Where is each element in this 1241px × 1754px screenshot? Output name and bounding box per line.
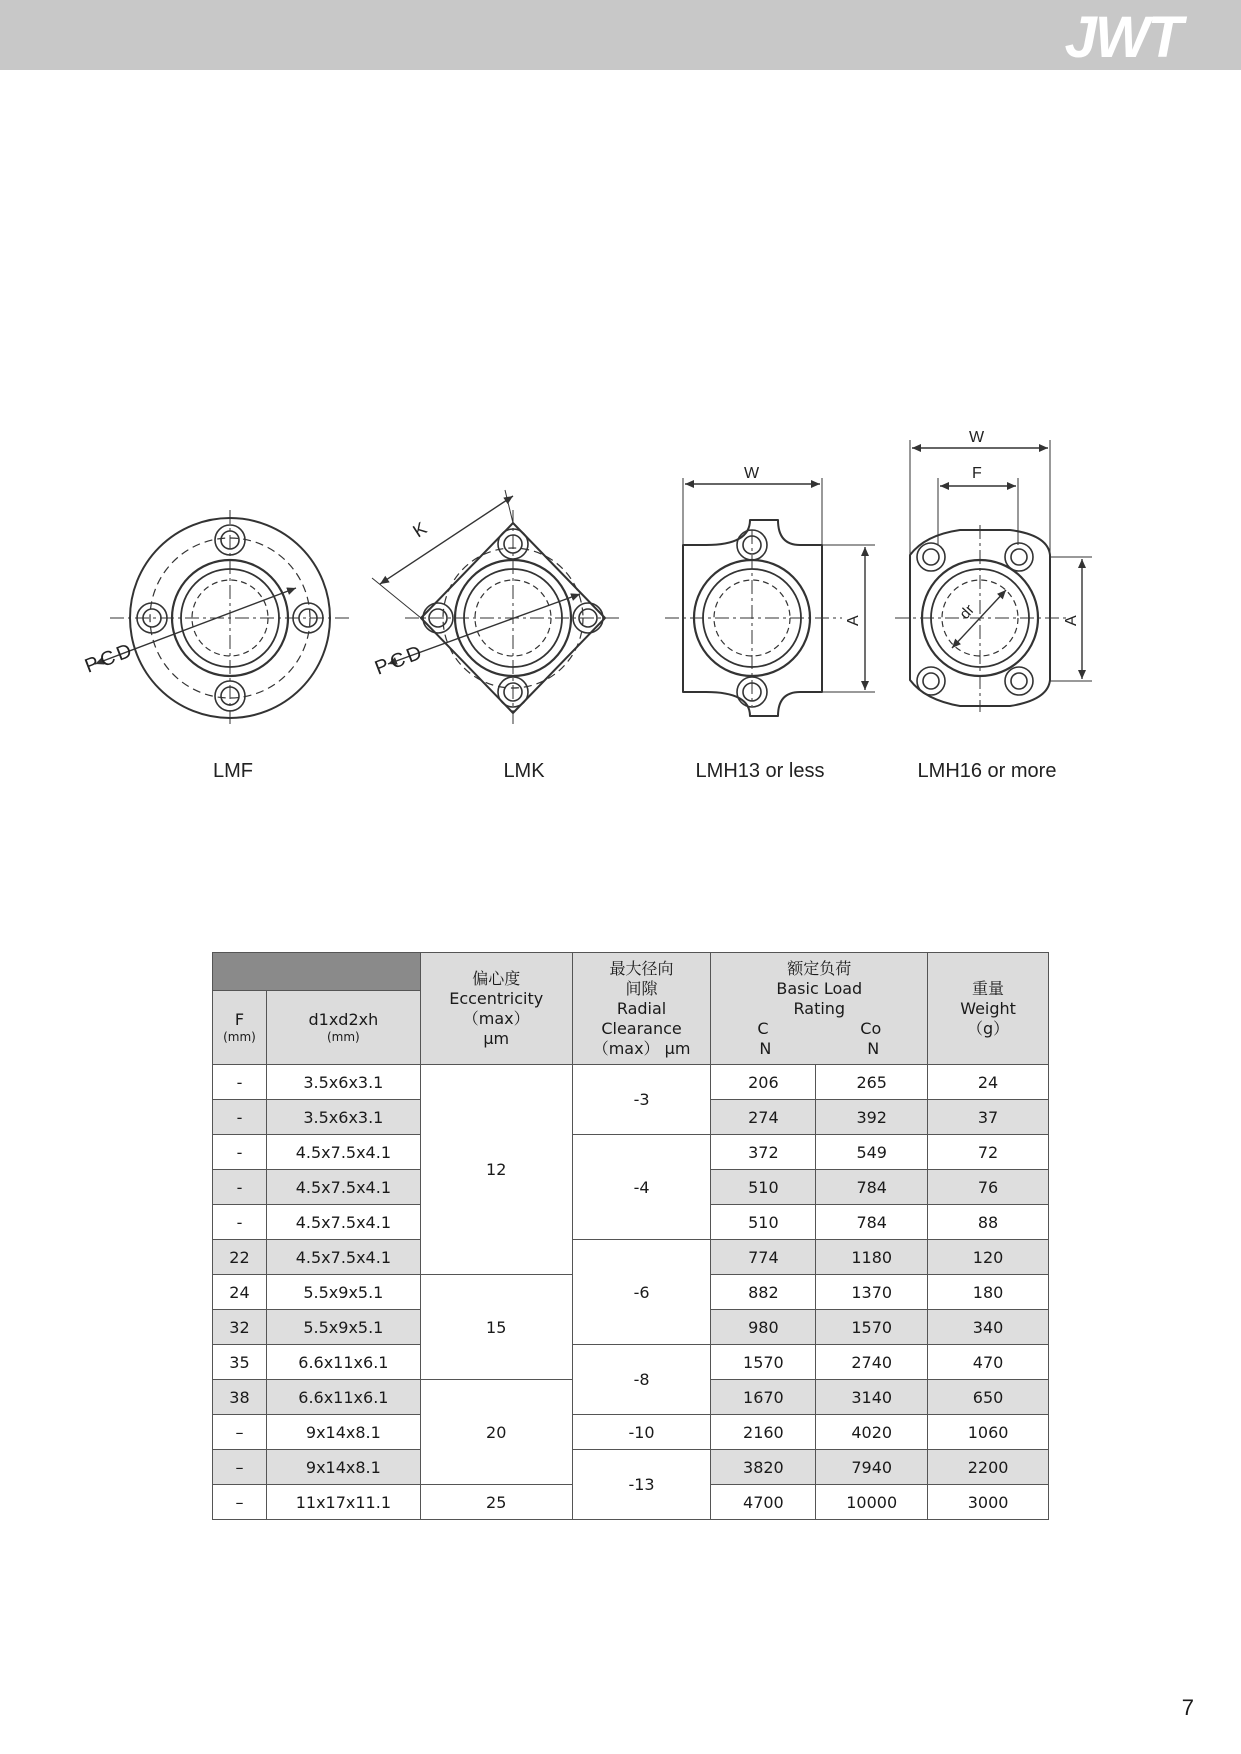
d-unit: (mm) (326, 1030, 360, 1044)
load-en1: Basic Load (776, 978, 863, 998)
cell-d: 4.5x7.5x4.1 (266, 1170, 420, 1205)
table-row (213, 1345, 1049, 1380)
cell-weight: 2200 (928, 1450, 1049, 1485)
cell-f: - (213, 1135, 267, 1170)
cell-c: 206 (711, 1065, 816, 1100)
cell-f: 38 (213, 1380, 267, 1415)
cell-weight: 180 (928, 1275, 1049, 1310)
flange-drawings (0, 420, 1241, 800)
lmk-k-label: K (409, 518, 431, 542)
cell-radial: -6 (572, 1240, 711, 1345)
spec-table (212, 952, 1049, 1520)
cell-weight: 76 (928, 1170, 1049, 1205)
cell-f: 35 (213, 1345, 267, 1380)
cell-c: 274 (711, 1100, 816, 1135)
lmh13-a-label: A (845, 615, 862, 626)
cell-d: 4.5x7.5x4.1 (266, 1205, 420, 1240)
cell-weight: 88 (928, 1205, 1049, 1240)
rad-en1: Radial (616, 998, 667, 1018)
header-d (266, 991, 420, 1065)
caption-lmf: LMF (213, 760, 253, 782)
rad-unit: （max） μm (592, 1038, 691, 1058)
header-blank-cell (213, 953, 421, 991)
table-row (213, 1065, 1049, 1100)
cell-f: - (213, 1065, 267, 1100)
table-row (213, 1240, 1049, 1275)
cell-f: - (213, 1205, 267, 1240)
cell-f: 22 (213, 1240, 267, 1275)
caption-lmh13: LMH13 or less (695, 760, 825, 782)
cell-weight: 24 (928, 1065, 1049, 1100)
rad-en2: Clearance (601, 1018, 682, 1038)
spec-table-body (213, 1065, 1049, 1520)
cell-d: 9x14x8.1 (266, 1450, 420, 1485)
lmh16-drawing (895, 440, 1092, 712)
cell-co: 7940 (816, 1450, 928, 1485)
rad-cn2: 间隙 (625, 978, 658, 998)
cell-f: – (213, 1415, 267, 1450)
cell-weight: 3000 (928, 1485, 1049, 1520)
cell-co: 392 (816, 1100, 928, 1135)
cell-weight: 120 (928, 1240, 1049, 1275)
cell-eccentricity: 20 (420, 1380, 572, 1485)
cell-co: 1180 (816, 1240, 928, 1275)
load-n1: N (759, 1038, 772, 1058)
cell-radial: -10 (572, 1415, 711, 1450)
cell-weight: 340 (928, 1310, 1049, 1345)
cell-weight: 650 (928, 1380, 1049, 1415)
cell-co: 10000 (816, 1485, 928, 1520)
cell-f: 32 (213, 1310, 267, 1345)
table-row (213, 1135, 1049, 1170)
ecc-en: Eccentricity (449, 988, 544, 1008)
cell-weight: 37 (928, 1100, 1049, 1135)
cell-d: 9x14x8.1 (266, 1415, 420, 1450)
cell-co: 784 (816, 1205, 928, 1240)
table-row (213, 1450, 1049, 1485)
header-load-rating (711, 953, 928, 1065)
caption-lmh16: LMH16 or more (917, 760, 1057, 782)
cell-d: 3.5x6x3.1 (266, 1065, 420, 1100)
cell-eccentricity: 25 (420, 1485, 572, 1520)
load-co: Co (860, 1018, 882, 1038)
cell-c: 774 (711, 1240, 816, 1275)
cell-co: 549 (816, 1135, 928, 1170)
wt-en: Weight (960, 998, 1016, 1018)
cell-d: 11x17x11.1 (266, 1485, 420, 1520)
header-eccentricity (420, 953, 572, 1065)
cell-co: 1370 (816, 1275, 928, 1310)
lmh13-w-label: W (744, 465, 760, 482)
ecc-max: （max） (462, 1008, 530, 1028)
cell-c: 510 (711, 1170, 816, 1205)
page-number: 7 (1181, 1695, 1194, 1720)
cell-weight: 1060 (928, 1415, 1049, 1450)
cell-f: - (213, 1100, 267, 1135)
load-en2: Rating (793, 998, 846, 1018)
cell-radial: -4 (572, 1135, 711, 1240)
load-n2: N (867, 1038, 880, 1058)
lmk-pcd-label: PCD (371, 640, 428, 680)
cell-co: 784 (816, 1170, 928, 1205)
cell-d: 4.5x7.5x4.1 (266, 1135, 420, 1170)
cell-d: 4.5x7.5x4.1 (266, 1240, 420, 1275)
cell-c: 980 (711, 1310, 816, 1345)
cell-radial: -13 (572, 1450, 711, 1520)
rad-cn1: 最大径向 (609, 958, 674, 978)
lmh16-f-label: F (972, 465, 982, 482)
cell-eccentricity: 12 (420, 1065, 572, 1275)
cell-c: 4700 (711, 1485, 816, 1520)
cell-c: 882 (711, 1275, 816, 1310)
cell-c: 3820 (711, 1450, 816, 1485)
cell-c: 1670 (711, 1380, 816, 1415)
drawings-section (0, 420, 1241, 800)
lmh16-w-label: W (969, 429, 985, 446)
cell-eccentricity: 15 (420, 1275, 572, 1380)
cell-d: 5.5x9x5.1 (266, 1310, 420, 1345)
table-row (213, 1415, 1049, 1450)
header-bar (0, 0, 1241, 70)
wt-unit: （g） (966, 1018, 1010, 1038)
cell-co: 2740 (816, 1345, 928, 1380)
cell-radial: -8 (572, 1345, 711, 1415)
lmh16-a-label: A (1063, 615, 1080, 626)
brand-logo: JWT (1064, 5, 1181, 70)
cell-weight: 72 (928, 1135, 1049, 1170)
ecc-cn: 偏心度 (472, 968, 521, 988)
header-weight (928, 953, 1049, 1065)
lmf-pcd-label: PCD (81, 638, 138, 678)
cell-c: 2160 (711, 1415, 816, 1450)
load-c: C (757, 1018, 769, 1038)
cell-f: – (213, 1450, 267, 1485)
cell-co: 1570 (816, 1310, 928, 1345)
d-label: d1xd2xh (308, 1010, 379, 1029)
caption-lmk: LMK (503, 760, 545, 782)
header-f (213, 991, 267, 1065)
lmf-drawing (95, 510, 350, 726)
load-cn: 额定负荷 (787, 958, 852, 978)
f-label: F (234, 1010, 245, 1029)
cell-radial: -3 (572, 1065, 711, 1135)
cell-d: 6.6x11x6.1 (266, 1345, 420, 1380)
cell-f: - (213, 1170, 267, 1205)
ecc-unit: μm (483, 1028, 510, 1048)
lmh13-drawing (665, 478, 875, 716)
cell-d: 6.6x11x6.1 (266, 1380, 420, 1415)
lmh16-dr-label: dr (956, 601, 978, 623)
cell-c: 1570 (711, 1345, 816, 1380)
cell-c: 510 (711, 1205, 816, 1240)
cell-co: 3140 (816, 1380, 928, 1415)
cell-f: – (213, 1485, 267, 1520)
cell-c: 372 (711, 1135, 816, 1170)
cell-f: 24 (213, 1275, 267, 1310)
f-unit: (mm) (223, 1030, 256, 1044)
wt-cn: 重量 (972, 978, 1005, 998)
cell-co: 4020 (816, 1415, 928, 1450)
cell-co: 265 (816, 1065, 928, 1100)
cell-d: 5.5x9x5.1 (266, 1275, 420, 1310)
header-radial (572, 953, 711, 1065)
cell-weight: 470 (928, 1345, 1049, 1380)
cell-d: 3.5x6x3.1 (266, 1100, 420, 1135)
